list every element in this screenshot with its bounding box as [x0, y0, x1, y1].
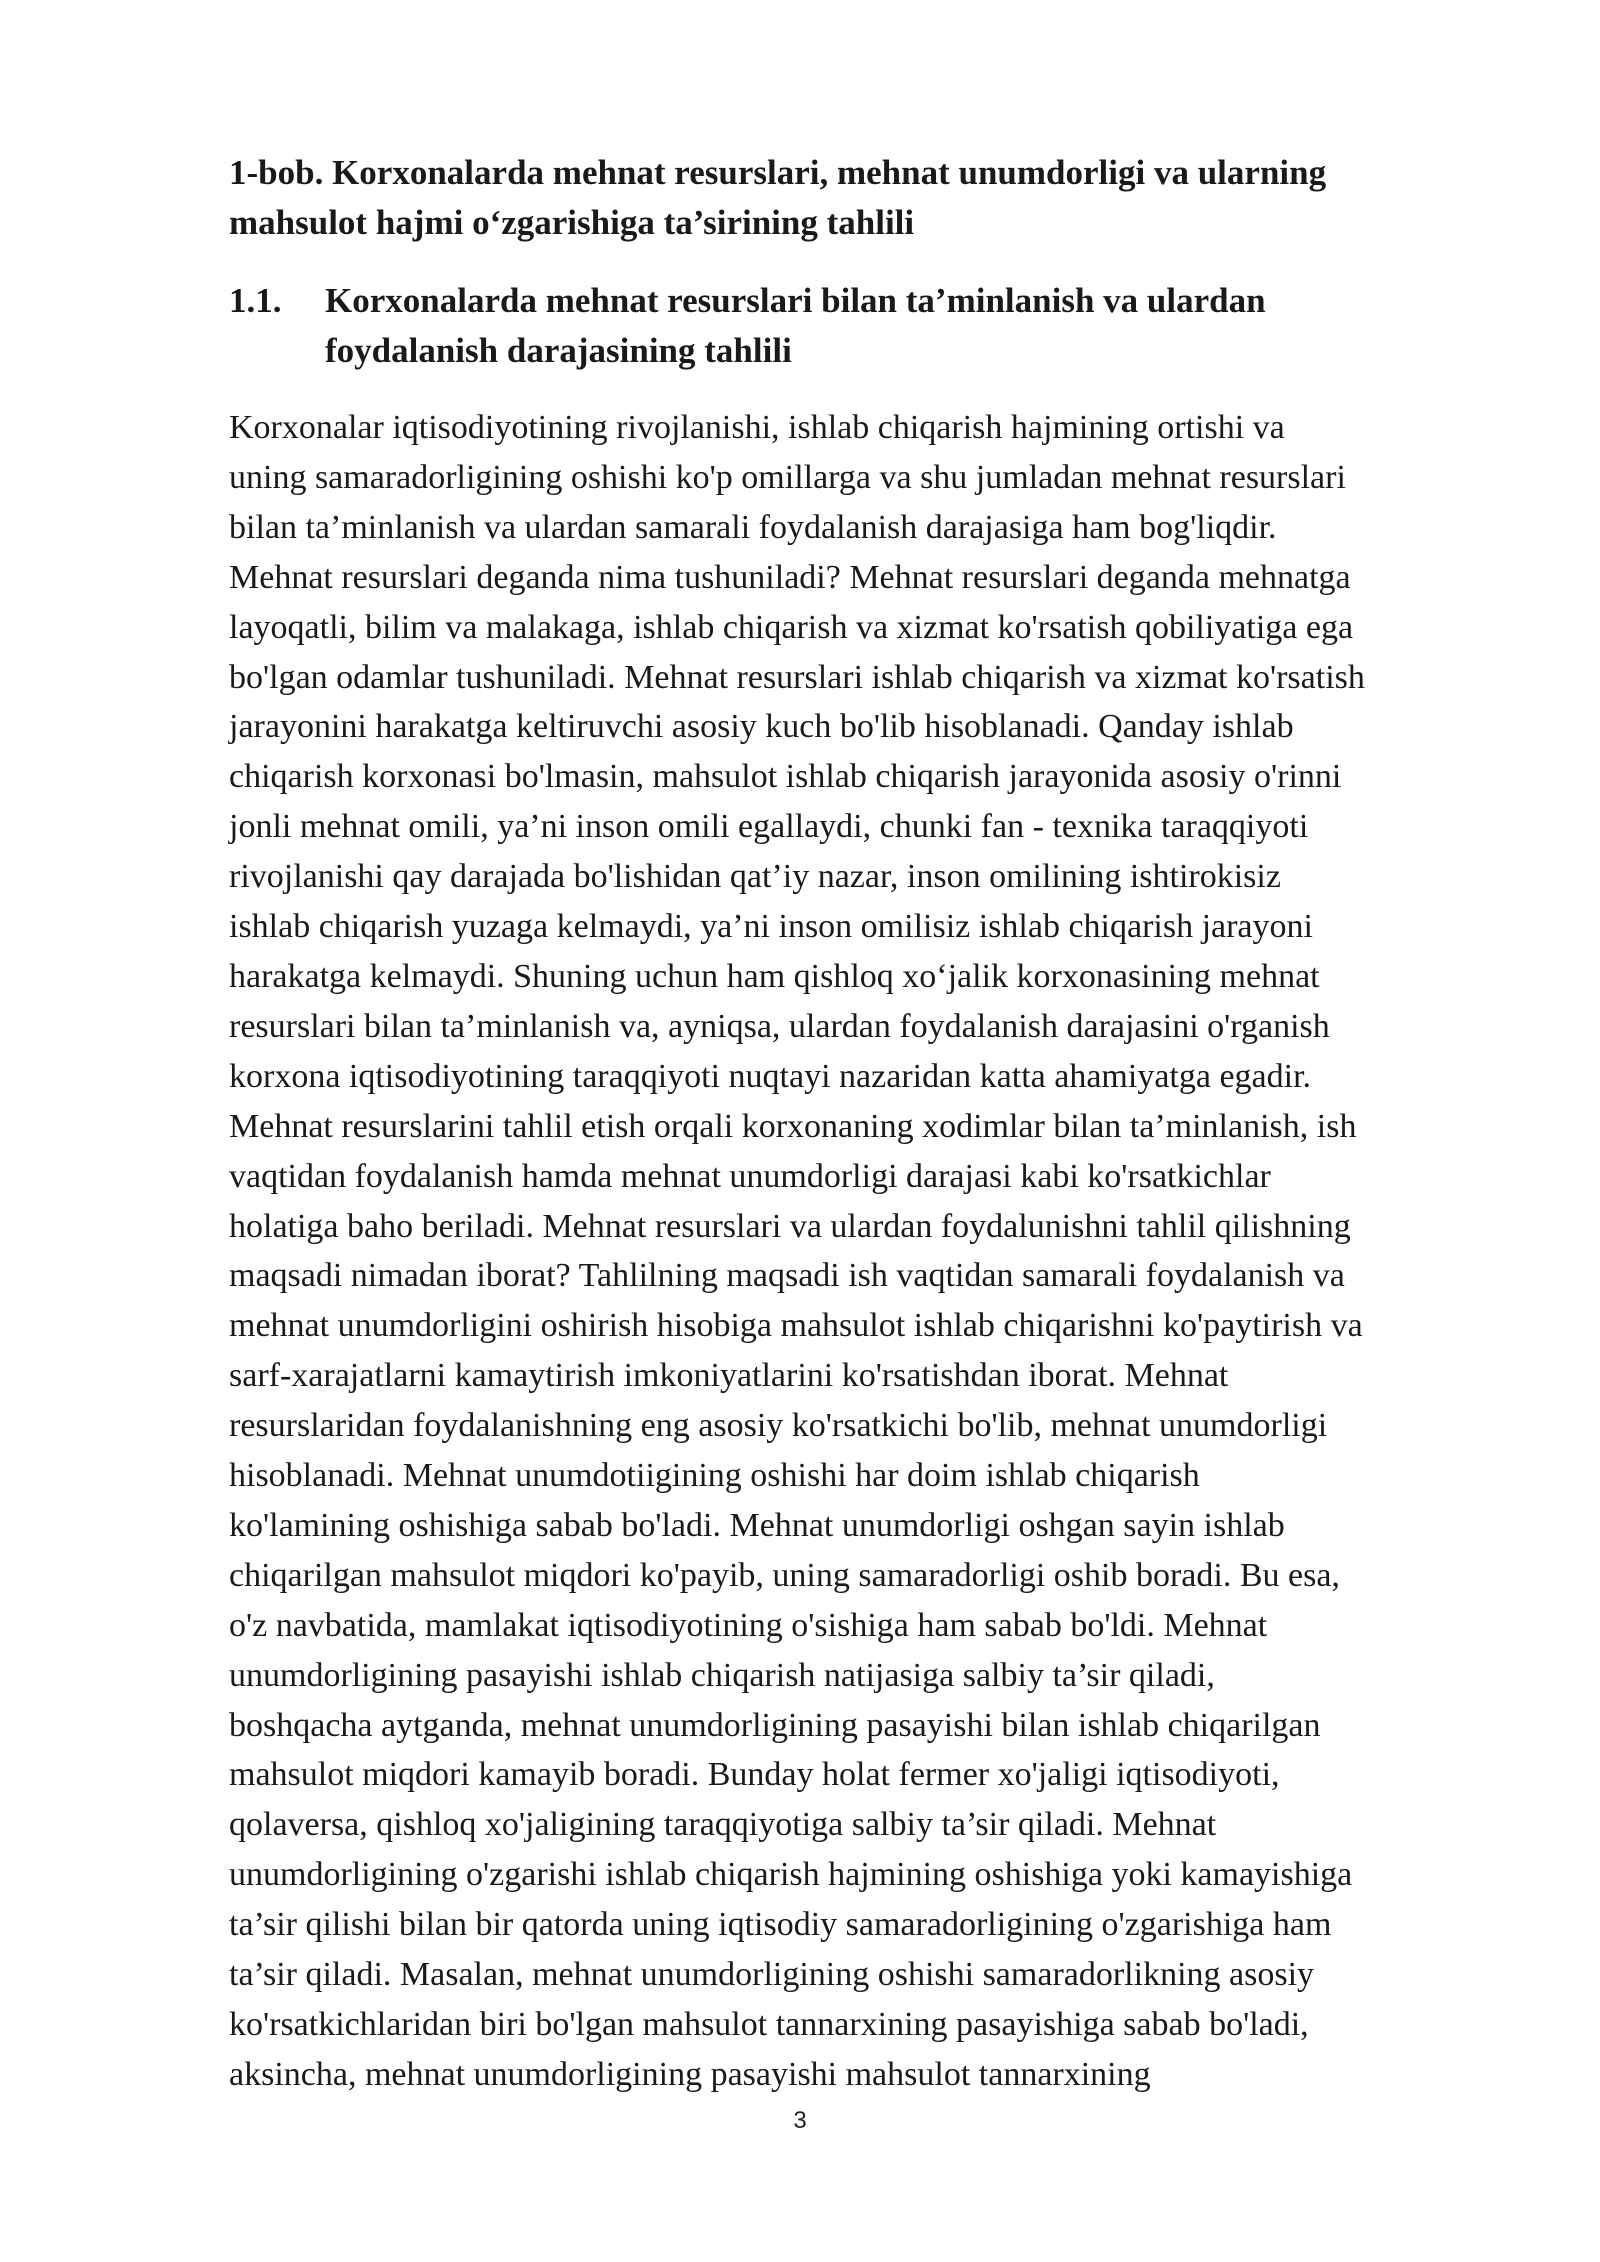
text-line: rivojlanishi qay darajada bo'lishidan qat’iy nazar, inson omilining ishtirokisiz [229, 858, 1281, 896]
text-line: chiqarish korxonasi bo'lmasin, mahsulot ishlab chiqarish jarayonida asosiy o'rinni [229, 758, 1342, 796]
text-line: ko'lamining oshishiga sabab bo'ladi. Mehnat unumdorligi oshgan sayin ishlab [229, 1506, 1285, 1544]
text-line: layoqatli, bilim va malakaga, ishlab chiqarish va xizmat ko'rsatish qobiliyatiga ega [229, 608, 1354, 646]
chapter-title [229, 148, 1489, 248]
text-line: resurslaridan foydalanishning eng asosiy ko'rsatkichi bo'lib, mehnat unumdorligi [229, 1407, 1328, 1445]
section-number: 1.1. [229, 281, 282, 320]
text-line: holatiga baho beriladi. Mehnat resurslari va ulardan foydalunishni tahlil qilishning [229, 1207, 1351, 1245]
text-line: vaqtidan foydalanish hamda mehnat unumdorligi darajasi kabi ko'rsatkichlar [229, 1157, 1271, 1195]
section-title [229, 276, 1489, 376]
page-number: 3 [793, 2107, 807, 2134]
text-line: ta’sir qilishi bilan bir qatorda uning iqtisodiy samaradorligining o'zgarishiga ham [229, 1906, 1332, 1944]
text-line: Mehnat resurslarini tahlil etish orqali korxonaning xodimlar bilan ta’minlanish, ish [229, 1107, 1357, 1145]
text-line: Mehnat resurslari deganda nima tushuniladi? Mehnat resurslari deganda mehnatga [229, 558, 1351, 596]
text-line: mehnat unumdorligini oshirish hisobiga mahsulot ishlab chiqarishni ko'paytirish va [229, 1307, 1363, 1345]
section-title-line: foydalanish darajasining tahlili [325, 331, 792, 370]
text-line: bo'lgan odamlar tushuniladi. Mehnat resurslari ishlab chiqarish va xizmat ko'rsatish [229, 658, 1365, 696]
text-line: Korxonalar iqtisodiyotining rivojlanishi, ishlab chiqarish hajmining ortishi va [229, 409, 1285, 446]
text-line: ishlab chiqarish yuzaga kelmaydi, ya’ni inson omilisiz ishlab chiqarish jarayoni [229, 908, 1313, 946]
text-line: maqsadi nimadan iborat? Tahlilning maqsadi ish vaqtidan samarali foydalanish va [229, 1257, 1345, 1295]
text-line: chiqarilgan mahsulot miqdori ko'payib, uning samaradorligi oshib boradi. Bu esa, [229, 1556, 1340, 1594]
text-line: resurslari bilan ta’minlanish va, ayniqsa, ulardan foydalanish darajasini o'rganish [229, 1007, 1330, 1045]
text-line: hisoblanadi. Mehnat unumdotiigining oshishi har doim ishlab chiqarish [229, 1457, 1200, 1495]
body-paragraph [229, 403, 1504, 2100]
section-title-text [325, 276, 1489, 376]
section-title-line: Korxonalarda mehnat resurslari bilan ta’minlanish va ulardan [325, 281, 1266, 320]
text-line: qolaversa, qishloq xo'jaligining taraqqiyotiga salbiy ta’sir qiladi. Mehnat [229, 1806, 1217, 1844]
text-line: harakatga kelmaydi. Shuning uchun ham qishloq xo‘jalik korxonasining mehnat [229, 957, 1320, 995]
text-line: ta’sir qiladi. Masalan, mehnat unumdorligining oshishi samaradorlikning asosiy [229, 1956, 1315, 1994]
text-line: unumdorligining pasayishi ishlab chiqarish natijasiga salbiy ta’sir qiladi, [229, 1656, 1215, 1694]
text-line: uning samaradorligining oshishi ko'p omillarga va shu jumladan mehnat resurslari [229, 458, 1346, 496]
text-line: aksincha, mehnat unumdorligining pasayishi mahsulot tannarxining [229, 2055, 1151, 2093]
chapter-title-line: 1-bob. Korxonalarda mehnat resurslari, mehnat unumdorligi va ularning [229, 153, 1327, 192]
text-line: boshqacha aytganda, mehnat unumdorligining pasayishi bilan ishlab chiqarilgan [229, 1706, 1321, 1744]
text-line: sarf-xarajatlarni kamaytirish imkoniyatlarini ko'rsatishdan iborat. Mehnat [229, 1357, 1229, 1395]
text-line: o'z navbatida, mamlakat iqtisodiyotining o'sishiga ham sabab bo'ldi. Mehnat [229, 1606, 1268, 1644]
chapter-title-line: mahsulot hajmi o‘zgarishiga ta’sirining tahlili [229, 203, 915, 242]
text-line: jonli mehnat omili, ya’ni inson omili egallaydi, chunki fan - texnika taraqqiyoti [229, 808, 1309, 846]
text-line: bilan ta’minlanish va ulardan samarali foydalanish darajasiga ham bog'liqdir. [229, 508, 1277, 546]
text-line: ko'rsatkichlaridan biri bo'lgan mahsulot tannarxining pasayishiga sabab bo'ladi, [229, 2006, 1309, 2043]
text-line: korxona iqtisodiyotining taraqqiyoti nuqtayi nazaridan katta ahamiyatga egadir. [229, 1057, 1312, 1095]
text-line: jarayonini harakatga keltiruvchi asosiy kuch bo'lib hisoblanadi. Qanday ishlab [229, 708, 1294, 746]
text-line: mahsulot miqdori kamayib boradi. Bunday holat fermer xo'jaligi iqtisodiyoti, [229, 1756, 1280, 1794]
text-line: unumdorligining o'zgarishi ishlab chiqarish hajmining oshishiga yoki kamayishiga [229, 1856, 1353, 1894]
